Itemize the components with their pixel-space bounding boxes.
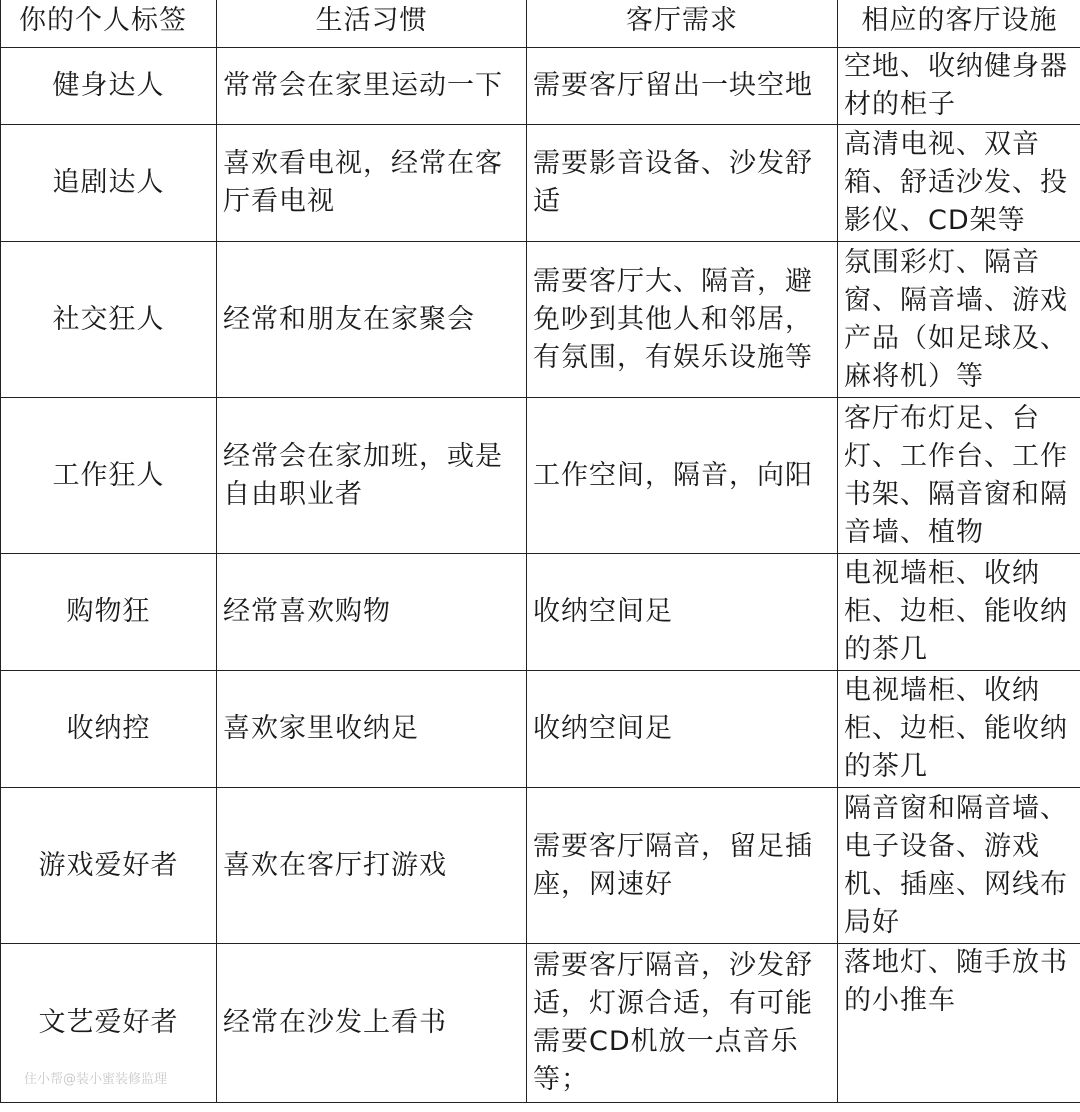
need-cell: 需要客厅隔音，留足插座，网速好: [527, 788, 838, 944]
personal-tag-cell: 社交狂人: [1, 242, 217, 398]
habit-cell: 喜欢家里收纳足: [217, 671, 527, 788]
facility-cell: 隔音窗和隔音墙、电子设备、游戏机、插座、网线布局好: [838, 788, 1080, 944]
habit-cell: 经常和朋友在家聚会: [217, 242, 527, 398]
habit-cell: 喜欢看电视，经常在客厅看电视: [217, 125, 527, 242]
personal-tag-cell: 文艺爱好者: [1, 944, 217, 1103]
table-row: [1, 788, 1080, 944]
habit-cell: 经常喜欢购物: [217, 554, 527, 671]
habit-cell: 经常会在家加班，或是自由职业者: [217, 398, 527, 554]
personal-tag-cell: 追剧达人: [1, 125, 217, 242]
habit-cell: 经常在沙发上看书: [217, 944, 527, 1103]
facility-cell: 电视墙柜、收纳柜、边柜、能收纳的茶几: [838, 554, 1080, 671]
personal-tag-cell: 工作狂人: [1, 398, 217, 554]
table-row: [1, 125, 1080, 242]
facility-cell: 高清电视、双音箱、舒适沙发、投影仪、CD架等: [838, 125, 1080, 242]
header-personal-tag: 你的个人标签: [1, 0, 217, 48]
header-living-habit: 生活习惯: [217, 0, 527, 48]
header-living-room-need: 客厅需求: [527, 0, 838, 48]
facility-cell: 客厅布灯足、台灯、工作台、工作书架、隔音窗和隔音墙、植物: [838, 398, 1080, 554]
need-cell: 工作空间，隔音，向阳: [527, 398, 838, 554]
table-row: [1, 242, 1080, 398]
personal-tag-cell: 购物狂: [1, 554, 217, 671]
personal-tag-cell: 游戏爱好者: [1, 788, 217, 944]
personal-tag-cell: 收纳控: [1, 671, 217, 788]
facility-cell: 落地灯、随手放书的小推车: [838, 944, 1080, 1103]
need-cell: 收纳空间足: [527, 671, 838, 788]
table-row: [1, 671, 1080, 788]
need-cell: 收纳空间足: [527, 554, 838, 671]
need-cell: 需要客厅隔音，沙发舒适，灯源合适，有可能需要CD机放一点音乐等；: [527, 944, 838, 1103]
personal-tag-cell: 健身达人: [1, 48, 217, 125]
habit-cell: 喜欢在客厅打游戏: [217, 788, 527, 944]
header-living-room-facility: 相应的客厅设施: [838, 0, 1080, 48]
table-row: [1, 48, 1080, 125]
header-row: [1, 0, 1080, 48]
table-row: [1, 398, 1080, 554]
facility-cell: 氛围彩灯、隔音窗、隔音墙、游戏产品（如足球及、麻将机）等: [838, 242, 1080, 398]
table-row: [1, 554, 1080, 671]
need-cell: 需要客厅留出一块空地: [527, 48, 838, 125]
need-cell: 需要客厅大、隔音，避免吵到其他人和邻居，有氛围，有娱乐设施等: [527, 242, 838, 398]
facility-cell: 电视墙柜、收纳柜、边柜、能收纳的茶几: [838, 671, 1080, 788]
need-cell: 需要影音设备、沙发舒适: [527, 125, 838, 242]
habit-cell: 常常会在家里运动一下: [217, 48, 527, 125]
watermark: 住小帮@装小蜜装修监理: [24, 1072, 168, 1087]
facility-cell: 空地、收纳健身器材的柜子: [838, 48, 1080, 125]
